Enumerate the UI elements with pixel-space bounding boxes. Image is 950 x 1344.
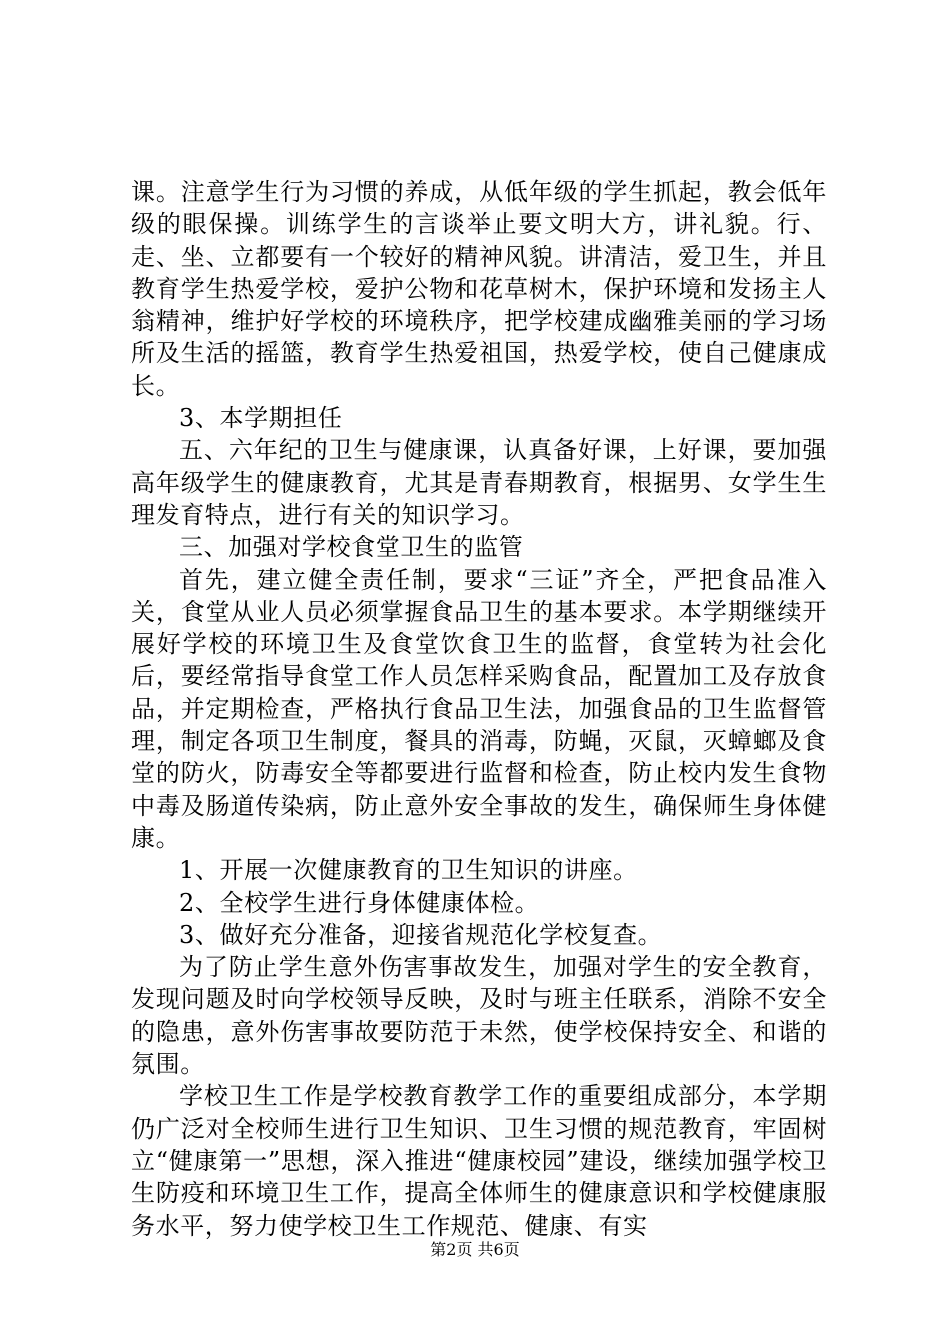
paragraph-continuation: 课。注意学生行为习惯的养成，从低年级的学生抓起，教会低年级的眼保操。训练学生的言谈举止要文明大方，讲礼貌。行、走、坐、立都要有一个较好的精神风貌。讲清洁，爱卫生，并且教育学生热爱学校，爱护公物和花草树木，保护环境和发扬主人翁精神，维护好学校的环境秩序，把学校建成幽雅美丽的学习场所及生活的摇篮，教育学生热爱祖国，热爱学校，使自己健康成长。: [131, 178, 827, 400]
list-item-2: 2、全校学生进行身体健康体检。: [179, 888, 540, 917]
page-number-footer: 第2页 共6页: [430, 1240, 520, 1259]
paragraph-health-course: 五、六年纪的卫生与健康课，认真备好课，上好课，要加强高年级学生的健康教育，尤其是青春期教育，根据男、女学生生理发育特点，进行有关的知识学习。: [131, 436, 827, 529]
section-heading-canteen: 三、加强对学校食堂卫生的监管: [179, 533, 524, 562]
paragraph-canteen-supervision: 首先，建立健全责任制，要求“三证”齐全，严把食品准入关，食堂从业人员必须掌握食品卫生的基本要求。本学期继续开展好学校的环境卫生及食堂饮食卫生的监督，食堂转为社会化后，要经常指导食堂工作人员怎样采购食品，配置加工及存放食品，并定期检查，严格执行食品卫生法，加强食品的卫生监督管理，制定各项卫生制度，餐具的消毒，防蝇，灭鼠，灭蟑螂及食堂的防火，防毒安全等都要进行监督和检查，防止校内发生食物中毒及肠道传染病，防止意外安全事故的发生，确保师生身体健康。: [131, 565, 827, 852]
list-item-1: 1、开展一次健康教育的卫生知识的讲座。: [179, 856, 638, 885]
paragraph-school-hygiene-work: 学校卫生工作是学校教育教学工作的重要组成部分，本学期仍广泛对全校师生进行卫生知识、卫生习惯的规范教育，牢固树立“健康第一”思想，深入推进“健康校园”建设，继续加强学校卫生防疫和环境卫生工作，提高全体师生的健康意识和学校健康服务水平，努力使学校卫生工作规范、健康、有实: [131, 1082, 827, 1240]
paragraph-item-3-heading: 3、本学期担任: [179, 404, 343, 433]
list-item-3: 3、做好充分准备，迎接省规范化学校复查。: [179, 920, 663, 949]
document-body: [131, 176, 827, 1242]
paragraph-safety-education: 为了防止学生意外伤害事故发生，加强对学生的安全教育，发现问题及时向学校领导反映，及时与班主任联系，消除不安全的隐患，意外伤害事故要防范于未然，使学校保持安全、和谐的氛围。: [131, 953, 827, 1079]
